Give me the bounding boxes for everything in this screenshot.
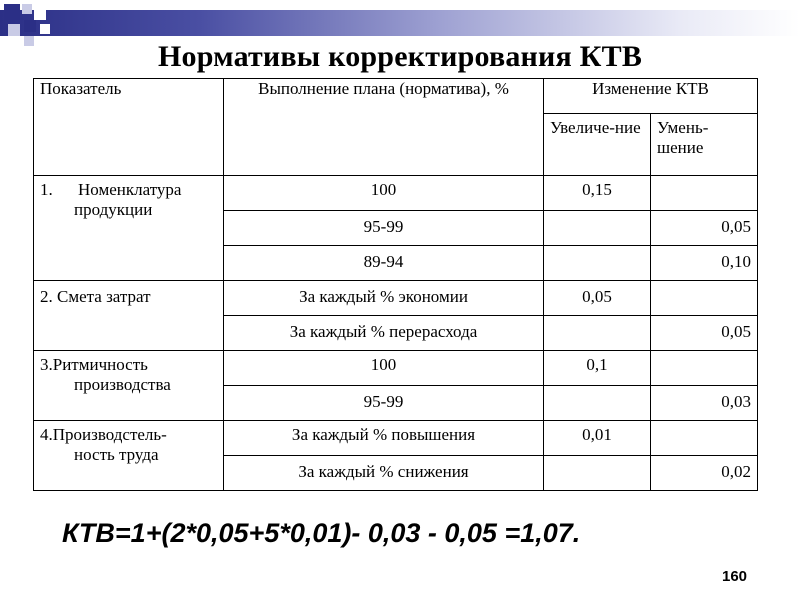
decrease-cell: 0,05	[651, 211, 758, 246]
plan-cell: За каждый % перерасхода	[224, 316, 544, 351]
decor-square	[8, 24, 20, 36]
increase-cell: 0,05	[544, 281, 651, 316]
plan-cell: 95-99	[224, 386, 544, 421]
table-row	[34, 176, 758, 211]
decor-square	[22, 4, 32, 14]
page-number: 160	[722, 568, 748, 585]
indicator-cell-1	[34, 176, 224, 281]
decrease-cell: 0,05	[651, 316, 758, 351]
decrease-cell: 0,03	[651, 386, 758, 421]
increase-cell	[544, 316, 651, 351]
header-plan: Выполнение плана (норматива), %	[224, 79, 544, 176]
header-gradient-bar	[0, 10, 800, 36]
indicator-label-line2: производства	[74, 375, 171, 394]
indicator-cell-2	[34, 281, 224, 351]
indicator-cell-4	[34, 421, 224, 491]
indicator-label-line2: ность труда	[74, 445, 159, 464]
norms-table	[33, 78, 758, 491]
plan-cell: 95-99	[224, 211, 544, 246]
indicator-label-line1: 2. Смета затрат	[40, 287, 151, 306]
table-row	[34, 281, 758, 316]
table-row	[34, 351, 758, 386]
header-decrease: Умень-шение	[651, 114, 758, 176]
increase-cell	[544, 456, 651, 491]
plan-cell: За каждый % снижения	[224, 456, 544, 491]
increase-cell: 0,1	[544, 351, 651, 386]
increase-cell	[544, 211, 651, 246]
header-change: Изменение КТВ	[544, 79, 758, 114]
decor-square	[40, 24, 50, 34]
indicator-cell-3	[34, 351, 224, 421]
decrease-cell: 0,10	[651, 246, 758, 281]
header-increase: Увеличе-ние	[544, 114, 651, 176]
slide-title: Нормативы корректирования КТВ	[157, 40, 643, 73]
decrease-cell	[651, 421, 758, 456]
indicator-label-line1: 3.Ритмичность	[40, 355, 148, 374]
indicator-label-line1: Номенклатура	[78, 180, 182, 199]
header-indicator: Показатель	[34, 79, 224, 176]
indicator-number: 1.	[40, 180, 53, 199]
decor-square	[24, 20, 36, 32]
increase-cell	[544, 246, 651, 281]
plan-cell: 89-94	[224, 246, 544, 281]
plan-cell: 100	[224, 351, 544, 386]
table-header-row	[34, 79, 758, 114]
increase-cell: 0,15	[544, 176, 651, 211]
increase-cell: 0,01	[544, 421, 651, 456]
ktv-formula: КТВ=1+(2*0,05+5*0,01)- 0,03 - 0,05 =1,07.	[62, 518, 581, 548]
indicator-label-line1: 4.Производстель-	[40, 425, 167, 444]
table-row	[34, 421, 758, 456]
decrease-cell	[651, 351, 758, 386]
increase-cell	[544, 386, 651, 421]
plan-cell: За каждый % повышения	[224, 421, 544, 456]
decor-square	[34, 8, 46, 20]
plan-cell: 100	[224, 176, 544, 211]
decor-square	[4, 4, 20, 20]
plan-cell: За каждый % экономии	[224, 281, 544, 316]
decrease-cell	[651, 281, 758, 316]
decrease-cell: 0,02	[651, 456, 758, 491]
indicator-label-line2: продукции	[74, 200, 153, 219]
decrease-cell	[651, 176, 758, 211]
